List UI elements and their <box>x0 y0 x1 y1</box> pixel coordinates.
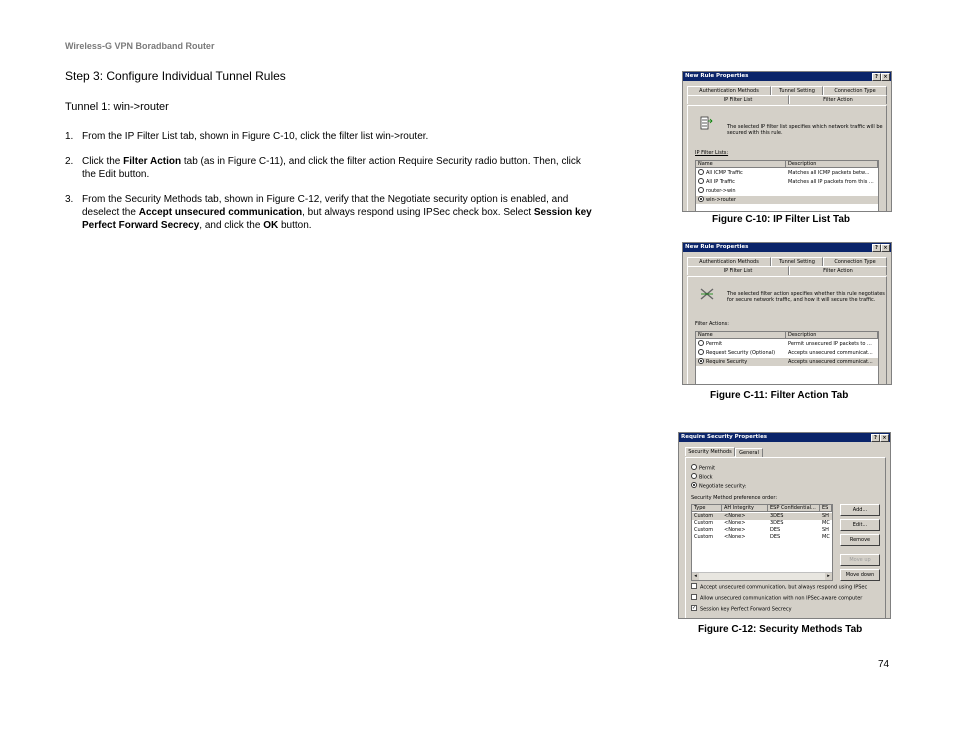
figure-c10-dialog <box>682 71 892 212</box>
allow-unsecured-checkbox[interactable] <box>691 595 862 602</box>
tab-connection-type[interactable]: Connection Type <box>823 257 887 266</box>
tab-general[interactable]: General <box>735 448 763 457</box>
list-item[interactable] <box>696 178 878 186</box>
checkbox-label: Session key Perfect Forward Secrecy <box>700 606 792 613</box>
table-row[interactable] <box>692 527 832 534</box>
step-text: , and click the <box>199 220 264 231</box>
dialog-title: New Rule Properties <box>685 73 749 79</box>
column-header-name[interactable]: Name <box>696 332 786 339</box>
checkbox-checked[interactable]: ✓ <box>692 605 697 611</box>
scroll-left-icon[interactable]: ◂ <box>692 573 699 580</box>
rule-description: The selected IP filter list specifies which network traffic will be secured with this rule. <box>727 124 883 136</box>
figure-caption: Figure C-12: Security Methods Tab <box>698 624 863 635</box>
item-description: Matches all ICMP packets betw... <box>788 170 870 176</box>
radio-button[interactable] <box>698 349 704 355</box>
item-name: router->win <box>706 188 736 194</box>
cell-type: Custom <box>694 534 714 540</box>
horizontal-scrollbar[interactable] <box>692 572 832 580</box>
radio-button-selected[interactable] <box>691 482 697 488</box>
step-bold-text: Accept unsecured communication <box>138 207 303 218</box>
option-label: Block <box>699 474 713 481</box>
tab-authentication-methods[interactable]: Authentication Methods <box>687 257 771 266</box>
item-name: Request Security (Optional) <box>706 350 776 356</box>
radio-button[interactable] <box>698 178 704 184</box>
column-header-esp-confidentiality[interactable]: ESP Confidential... <box>768 505 820 512</box>
list-item <box>65 155 595 181</box>
tab-security-methods[interactable]: Security Methods <box>685 447 735 456</box>
cell-ah-integrity: <None> <box>724 534 746 540</box>
tab-tunnel-setting[interactable]: Tunnel Setting <box>771 257 823 266</box>
section-title: Step 3: Configure Individual Tunnel Rules <box>65 69 286 83</box>
column-header-description[interactable]: Description <box>786 332 878 339</box>
item-name: All ICMP Traffic <box>706 170 743 176</box>
checkbox-label: Accept unsecured communication, but always respond using IPSec <box>700 584 868 591</box>
preference-order-label: Security Method preference order: <box>691 495 778 501</box>
step-bold-text: OK <box>263 220 279 231</box>
table-row-selected[interactable] <box>692 513 832 520</box>
radio-button[interactable] <box>698 169 704 175</box>
checkbox[interactable] <box>691 594 697 600</box>
radio-button[interactable] <box>698 340 704 346</box>
close-button[interactable]: × <box>881 244 890 252</box>
step-text: button. <box>278 220 312 231</box>
item-name: Require Security <box>706 359 748 365</box>
instruction-list <box>65 130 595 244</box>
cell-esp-confidentiality: DES <box>770 534 781 540</box>
cell-type: Custom <box>694 513 714 519</box>
radio-button-selected[interactable] <box>698 196 704 202</box>
help-button[interactable]: ? <box>872 244 881 252</box>
step-number: 1. <box>65 131 74 142</box>
dialog-titlebar <box>683 72 891 81</box>
running-header: Wireless-G VPN Boradband Router <box>65 41 215 51</box>
rule-description: The selected filter action specifies whether this rule negotiates for secure network traffic, and how it will secure the traffic. <box>727 291 885 303</box>
table-row[interactable] <box>692 534 832 541</box>
cell-esp-confidentiality: 3DES <box>770 520 784 526</box>
column-header-esp-integrity[interactable]: ES <box>820 505 832 512</box>
cell-ah-integrity: <None> <box>724 520 746 526</box>
radio-button[interactable] <box>691 473 697 479</box>
item-name: All IP Traffic <box>706 179 735 185</box>
cell-type: Custom <box>694 527 714 533</box>
item-description: Accepts unsecured communicat... <box>788 359 873 365</box>
ip-filter-list <box>695 160 879 212</box>
step-text: From the Security Methods tab, shown in Figure C-12, verify that the Negotiate security option is enabled, and deselect the <box>82 194 569 218</box>
step-bold-text: Session key Perfect Forward Secrecy <box>82 207 592 231</box>
column-header-ah-integrity[interactable]: AH Integrity <box>722 505 768 512</box>
option-label: Negotiate security: <box>699 483 747 490</box>
step-text: Click the <box>82 156 124 167</box>
cell-ah-integrity: <None> <box>724 527 746 533</box>
tab-filter-action[interactable]: Filter Action <box>789 95 887 104</box>
item-name: Permit <box>706 341 723 347</box>
list-item[interactable] <box>696 340 878 348</box>
filter-list-icon <box>699 116 713 132</box>
radio-button-selected[interactable] <box>698 358 704 364</box>
step-text: , but always respond using IPSec check box. Select <box>302 207 534 218</box>
radio-button[interactable] <box>698 187 704 193</box>
permit-option[interactable] <box>691 465 715 472</box>
item-description: Permit unsecured IP packets to ... <box>788 341 872 347</box>
step-number: 3. <box>65 194 74 205</box>
negotiate-security-option[interactable] <box>691 483 746 490</box>
option-label: Permit <box>699 465 716 472</box>
close-button[interactable]: × <box>880 434 889 442</box>
cell-esp-confidentiality: 3DES <box>770 513 784 519</box>
figure-caption: Figure C-11: Filter Action Tab <box>710 390 849 401</box>
subsection-title: Tunnel 1: win->router <box>65 101 169 113</box>
remove-button[interactable]: Remove <box>840 534 880 546</box>
list-item[interactable] <box>696 349 878 357</box>
tab-tunnel-setting[interactable]: Tunnel Setting <box>771 86 823 95</box>
step-bold-text: Filter Action <box>123 156 182 167</box>
item-description: Accepts unsecured communicat... <box>788 350 873 356</box>
list-item-selected[interactable] <box>696 358 878 366</box>
list-item[interactable] <box>696 169 878 177</box>
help-button[interactable]: ? <box>871 434 880 442</box>
filter-action-icon <box>699 287 715 303</box>
table-row[interactable] <box>692 520 832 527</box>
tab-ip-filter-list[interactable]: IP Filter List <box>687 95 789 104</box>
edit-button[interactable]: Edit... <box>840 519 880 531</box>
step-text: From the IP Filter List tab, shown in Figure C-10, click the filter list win->router. <box>82 131 429 142</box>
tab-ip-filter-list[interactable]: IP Filter List <box>687 266 789 275</box>
dialog-title: Require Security Properties <box>681 434 768 440</box>
accept-unsecured-checkbox[interactable] <box>691 584 867 591</box>
tab-authentication-methods[interactable]: Authentication Methods <box>687 86 771 95</box>
step-text: tab (as in Figure C-11), and click the filter action Require Security radio button. Then, click the Edit button. <box>82 156 581 180</box>
cell-esp-integrity: SH <box>822 527 829 533</box>
cell-esp-integrity: SH <box>822 513 829 519</box>
figure-c12-dialog <box>678 432 891 619</box>
scroll-right-icon[interactable]: ▸ <box>825 573 832 580</box>
move-down-button[interactable]: Move down <box>840 569 880 581</box>
dialog-title: New Rule Properties <box>685 244 749 250</box>
list-label: Filter Actions: <box>695 321 729 327</box>
cell-ah-integrity: <None> <box>724 513 746 519</box>
list-item[interactable] <box>696 187 878 195</box>
checkbox-label: Allow unsecured communication with non IPSec-aware computer <box>700 595 863 602</box>
tab-connection-type[interactable]: Connection Type <box>823 86 887 95</box>
item-description: Matches all IP packets from this ... <box>788 179 874 185</box>
list-label: IP Filter Lists: <box>695 150 729 156</box>
tab-filter-action[interactable]: Filter Action <box>789 266 887 275</box>
security-methods-table <box>691 504 833 581</box>
figure-c11-dialog <box>682 242 892 385</box>
cell-esp-integrity: MC <box>822 534 830 540</box>
checkbox[interactable] <box>691 583 697 589</box>
item-name: win->router <box>706 197 736 203</box>
column-header-type[interactable]: Type <box>692 505 722 512</box>
page-number: 74 <box>878 659 890 670</box>
add-button[interactable]: Add... <box>840 504 880 516</box>
list-item <box>65 130 595 143</box>
close-button[interactable]: × <box>881 73 890 81</box>
column-header-description[interactable]: Description <box>786 161 878 168</box>
list-item <box>65 193 595 232</box>
cell-type: Custom <box>694 520 714 526</box>
help-button[interactable]: ? <box>872 73 881 81</box>
cell-esp-confidentiality: DES <box>770 527 781 533</box>
block-option[interactable] <box>691 474 713 481</box>
pfs-checkbox[interactable] <box>691 606 792 613</box>
move-up-button[interactable]: Move up <box>840 554 880 566</box>
dialog-titlebar <box>679 433 890 442</box>
cell-esp-integrity: MC <box>822 520 830 526</box>
step-number: 2. <box>65 156 74 167</box>
list-item-selected[interactable] <box>696 196 878 204</box>
filter-action-list <box>695 331 879 385</box>
radio-button[interactable] <box>691 464 697 470</box>
figure-caption: Figure C-10: IP Filter List Tab <box>712 214 850 225</box>
dialog-titlebar <box>683 243 891 252</box>
column-header-name[interactable]: Name <box>696 161 786 168</box>
